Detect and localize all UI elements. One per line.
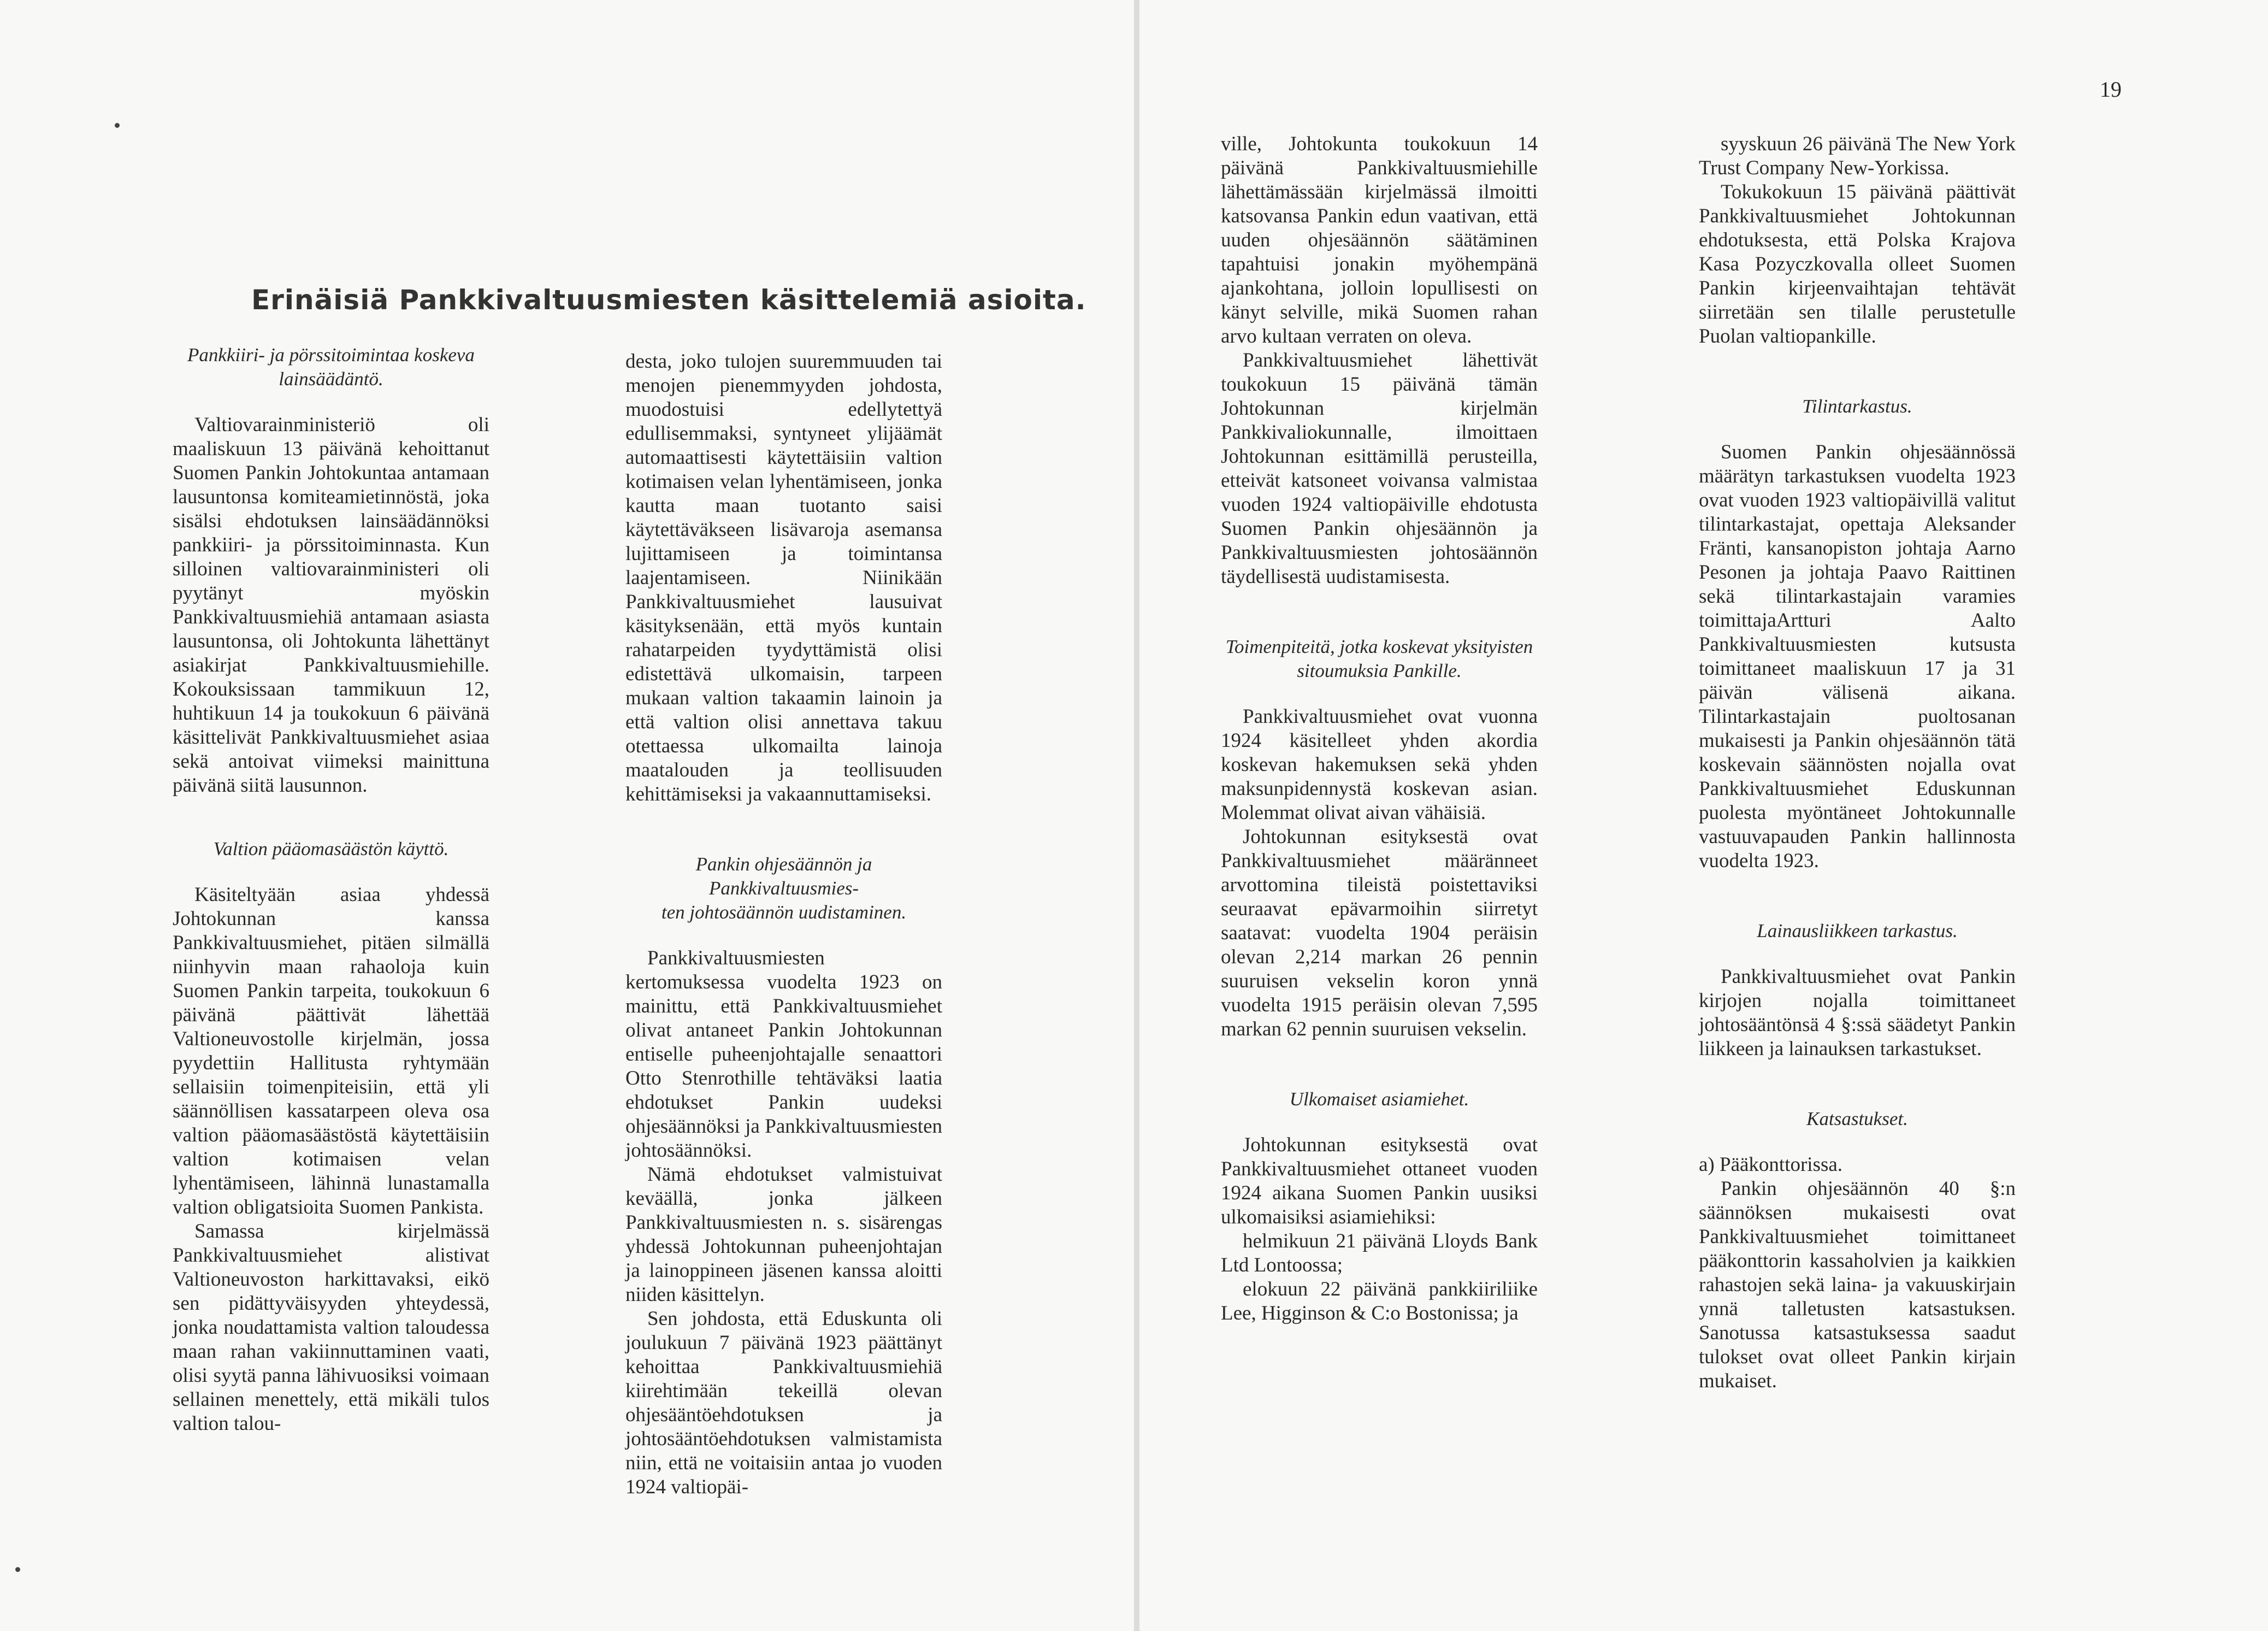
section-heading: Toimenpiteitä, jotka koskevat yksityisten: [1225, 636, 1533, 657]
paragraph: Pankkivaltuusmiehet lähettivät toukokuun 15 päivänä tämän Johtokunnan kirjelmän Pankkivaliokunnalle, ilmoittaen Johtokunnan esittämillä perusteilla, etteivät katsoneet voivansa valmistaa vuoden 1924 valtiopäiville ehdotusta Suomen Pankin ohjesäännön ja Pankkivaltuusmiesten johtosäännön täydellisestä uudistamisesta.: [1221, 349, 1538, 588]
section-heading: Katsastukset.: [1806, 1108, 1908, 1129]
column-2: [625, 350, 942, 1499]
section-heading: Valtion pääomasäästön käyttö.: [213, 838, 449, 859]
section-heading: Lainausliikkeen tarkastus.: [1757, 920, 1958, 941]
paragraph: Pankin ohjesäännön 40 §:n säännöksen mukaisesti ovat Pankkivaltuusmiehet toimittaneet pääkonttorin kassaholvien ja kaikkien rahastojen sekä laina- ja vakuuskirjain ynnä talletusten katsastuksen. Sanotussa katsastuksessa saadut tulokset ovat olleet Pankin kirjain mukaiset.: [1699, 1177, 2016, 1392]
list-label: a) Pääkonttorissa.: [1699, 1153, 1843, 1176]
paragraph: Samassa kirjelmässä Pankkivaltuusmiehet alistivat Valtioneuvoston harkittavaksi, eikö sen pidättyväisyyden yhteydessä, jonka noudattamista valtion taloudessa maan rahan vakiinnuttaminen vaati, olisi syytä panna lähivuosiksi voimaan sellainen menettely, että mikäli tulos valtion talou-: [173, 1220, 489, 1435]
paragraph: desta, joko tulojen suuremmuuden tai menojen pienemmyyden johdosta, muodostuisi edellytettyä edullisemmaksi, syntyneet ylijäämät automaattisesti käytettäisiin valtion kotimaisen velan lyhentämiseen, jonka kautta maan tuotanto saisi käytettäväkseen lisävaroja asemansa lujittamiseen ja toimintansa laajentamiseen. Niinikään Pankkivaltuusmiehet lausuivat käsityksenään, että myös kuntain rahatarpeiden tyydyttämistä olisi edistettävä ulkomaisin, tarpeen mukaan valtion takaamin lainoin ja että valtion olisi annettava takuu otettaessa ulkomailta lainoja maatalouden ja teollisuuden kehittämiseksi ja vakaannuttamiseksi.: [625, 350, 942, 805]
paragraph: Nämä ehdotukset valmistuivat keväällä, jonka jälkeen Pankkivaltuusmiesten n. s. sisärengas yhdessä Johtokunnan puheenjohtajan ja lainoppineen jäsenen kanssa aloitti niiden käsittelyn.: [625, 1163, 942, 1306]
paragraph: helmikuun 21 päivänä Lloyds Bank Ltd Lontoossa;: [1221, 1230, 1538, 1276]
paragraph: Tokukokuun 15 päivänä päättivät Pankkivaltuusmiehet Johtokunnan ehdotuksesta, että Polska Krajova Kasa Pozyczkovalla olleet Suomen Pankin kirjeenvaihtajan tehtävät siirretään sen tilalle perustetulle Puolan valtiopankille.: [1699, 181, 2016, 348]
section-heading: Tilintarkastus.: [1802, 396, 1912, 417]
paragraph: ville, Johtokunta toukokuun 14 päivänä Pankkivaltuusmiehille lähettämässään kirjelmässä ilmoitti katsovansa Pankin edun vaativan, että uuden ohjesäännön säätäminen tapahtuisi jonakin myöhempänä ajankohtana, jolloin lopullisesti on känyt selville, mikä Suomen rahan arvo kultaan verraten on oleva.: [1221, 133, 1538, 348]
page-title: Erinäisiä Pankkivaltuusmiesten käsittelemiä asioita.: [251, 284, 1086, 316]
paragraph: Johtokunnan esityksestä ovat Pankkivaltuusmiehet ottaneet vuoden 1924 aikana Suomen Pankin uusiksi ulkomaisiksi asiamiehiksi:: [1221, 1134, 1538, 1228]
section-heading: Pankkiiri- ja pörssitoimintaa koskeva: [187, 344, 475, 366]
paragraph: Suomen Pankin ohjesäännössä määrätyn tarkastuksen vuodelta 1923 ovat vuoden 1923 valtiopäivillä valitut tilintarkastajat, opettaja Aleksander Fränti, kansanopiston johtaja Aarno Pesonen ja johtaja Paavo Raittinen sekä tilintarkastajain varamies toimittajaArtturi Aalto Pankkivaltuusmiesten kutsusta toimittaneet maaliskuun 17 ja 31 päivän välisenä aikana. Tilintarkastajain puoltosanan mukaisesti ja Pankin ohjesäännön tätä koskevain säännösten nojalla ovat Pankkivaltuusmiehet Eduskunnan puolesta myöntäneet Johtokunnalle vastuuvapauden Pankin hallinnosta vuodelta 1923.: [1699, 441, 2016, 872]
page-number: 19: [2100, 77, 2122, 102]
paragraph: Johtokunnan esityksestä ovat Pankkivaltuusmiehet määränneet arvottomina tileistä poistettaviksi seuraavat epävarmoihin siirretyt saatavat: vuodelta 1904 peräisin olevan 2,214 markan 26 pennin suuruisen vekselin koron ynnä vuodelta 1915 peräisin olevan 7,595 markan 62 pennin suuruisen vekselin.: [1221, 826, 1538, 1040]
book-gutter: [1134, 0, 1139, 1631]
paragraph: Sen johdosta, että Eduskunta oli joulukuun 7 päivänä 1923 päättänyt kehoittaa Pankkivaltuusmiehiä kiirehtimään tekeillä olevan ohjesääntöehdotuksen ja johtosääntöehdotuksen valmistamista niin, että ne voitaisiin antaa jo vuoden 1924 valtiopäi-: [625, 1308, 942, 1498]
column-3: [1221, 132, 1538, 1326]
section-heading: Ulkomaiset asiamiehet.: [1289, 1088, 1469, 1110]
paragraph: Pankkivaltuusmiehet ovat Pankin kirjojen nojalla toimittaneet johtosääntönsä 4 §:ssä säädetyt Pankin liikkeen ja lainauksen tarkastukset.: [1699, 965, 2016, 1060]
paragraph: syyskuun 26 päivänä The New York Trust Company New-Yorkissa.: [1699, 133, 2016, 179]
section-heading: ten johtosäännön uudistaminen.: [661, 902, 907, 923]
section-heading: lainsäädäntö.: [279, 368, 383, 390]
paragraph: Käsiteltyään asiaa yhdessä Johtokunnan kanssa Pankkivaltuusmiehet, pitäen silmällä niinhyvin maan rahaoloja kuin Suomen Pankin tarpeita, toukokuun 6 päivänä päättivät lähettää Valtioneuvostolle kirjelmän, jossa pyydettiin Hallitusta ryhtymään sellaisiin toimenpiteisiin, että yli säännöllisen kassatarpeen oleva osa valtion pääomasäästöstä käytettäisiin valtion kotimaisen velan lyhentämiseen, lähinnä lunastamalla valtion obligatsioita Suomen Pankista.: [173, 884, 489, 1218]
section-heading: sitoumuksia Pankille.: [1297, 660, 1462, 681]
section-heading: Pankin ohjesäännön ja Pankkivaltuusmies-: [695, 853, 872, 899]
margin-dot: [15, 1567, 20, 1572]
paragraph: Pankkivaltuusmiesten kertomuksessa vuodelta 1923 on mainittu, että Pankkivaltuusmiehet olivat antaneet Pankin Johtokunnan entiselle puheenjohtajalle senaattori Otto Stenrothille tehtäväksi laatia ehdotukset Pankin uudeksi ohjesäännöksi ja Pankkivaltuusmiesten johtosäännöksi.: [625, 947, 942, 1162]
column-1: [173, 343, 489, 1436]
column-4: [1699, 132, 2016, 1393]
paragraph: Valtiovarainministeriö oli maaliskuun 13 päivänä kehoittanut Suomen Pankin Johtokuntaa antamaan lausuntonsa komiteamietinnöstä, joka sisälsi ehdotuksen lainsäädännöksi pankkiiri- ja pörssitoiminnasta. Kun silloinen valtiovarainministeri oli pyytänyt myöskin Pankkivaltuusmiehiä antamaan asiasta lausuntonsa, oli Johtokunta lähettänyt asiakirjat Pankkivaltuusmiehille. Kokouksissaan tammikuun 12, huhtikuun 14 ja toukokuun 6 päivänä käsittelivät Pankkivaltuusmiehet asiaa sekä antoivat viimeksi mainittuna päivänä siitä lausunnon.: [173, 414, 489, 797]
margin-dot: [115, 123, 120, 128]
paragraph: elokuun 22 päivänä pankkiiriliike Lee, Higginson & C:o Bostonissa; ja: [1221, 1278, 1538, 1324]
paragraph: Pankkivaltuusmiehet ovat vuonna 1924 käsitelleet yhden akordia koskevan hakemuksen sekä yhden maksunpidennystä koskevan asian. Molemmat olivat aivan vähäisiä.: [1221, 705, 1538, 824]
